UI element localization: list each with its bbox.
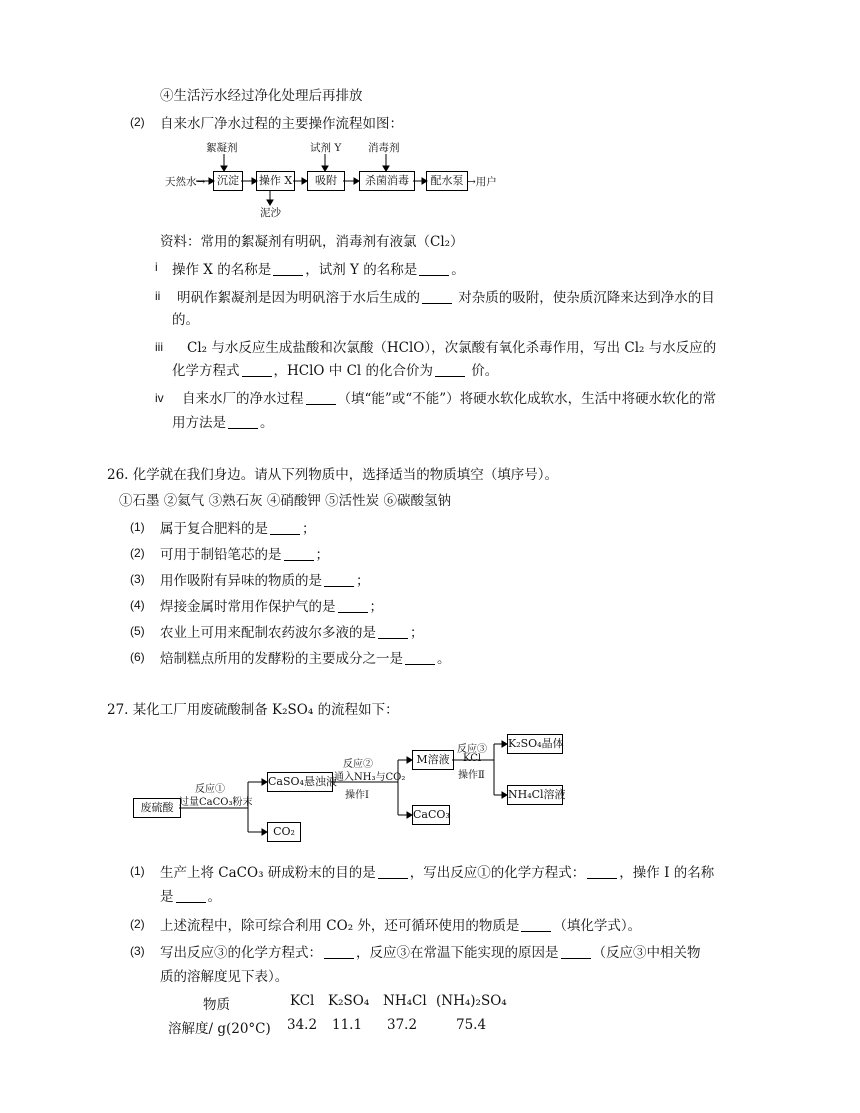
q27-part2: 上述流程中，除可综合利用 CO₂ 外，还可循环使用的物质是 （填化学式）。 bbox=[160, 918, 642, 934]
q26-title: 26. 化学就在我们身边。请从下列物质中，选择适当的物质填空（填序号）。 bbox=[107, 467, 559, 483]
q25-item-4: ④生活污水经过净化处理后再排放 bbox=[160, 88, 363, 104]
table-cell-nh42so4: 75.4 bbox=[456, 1017, 487, 1033]
flow-box-nh4cl-solution: NH₄Cl溶液 bbox=[507, 785, 563, 805]
q25-sub-iv-line1: 自来水厂的净水过程 （填“能”或“不能”）将硬水软化成软水，生活中将硬水软化的常 bbox=[182, 391, 717, 407]
flow-box-caso4-suspension: CaSO₄悬浊液 bbox=[267, 772, 333, 792]
table-cell-kcl: 34.2 bbox=[287, 1017, 318, 1033]
table-cell-nh4cl: 37.2 bbox=[387, 1017, 418, 1033]
q27-part3-line1: 写出反应③的化学方程式： ，反应③在常温下能实现的原因是 （反应③中相关物 bbox=[160, 945, 701, 961]
q26-item-4-number: (4) bbox=[130, 598, 145, 612]
q27-part1-line1: 生产上将 CaCO₃ 研成粉末的目的是 ，写出反应①的化学方程式： ，操作 Ⅰ 的名称 bbox=[160, 865, 715, 881]
q27-part2-number: (2) bbox=[130, 917, 145, 931]
q26-item-5-number: (5) bbox=[130, 624, 145, 638]
q26-item-6-number: (6) bbox=[130, 650, 145, 664]
flow-box-caco3: CaCO₃ bbox=[412, 805, 450, 825]
flow-bottom-silt: 泥沙 bbox=[260, 207, 281, 219]
table-header-nh42so4: (NH₄)₂SO₄ bbox=[436, 993, 507, 1009]
flow-box-pump: 配水泵 bbox=[426, 171, 468, 191]
table-header-substance: 物质 bbox=[203, 997, 230, 1013]
q25-sub-i: 操作 X 的名称是 ，试剂 Y 的名称是 。 bbox=[172, 262, 465, 278]
q26-item-2-number: (2) bbox=[130, 546, 145, 560]
flow-label-caco3-powder: 过量CaCO₃粉末 bbox=[179, 797, 253, 808]
flow-label-reaction1: 反应① bbox=[195, 784, 225, 795]
q26-item-3: 用作吸附有异味的物质的是 ； bbox=[160, 573, 370, 589]
flow-top-flocculant: 絮凝剂 bbox=[206, 142, 238, 154]
q27-part3-line2: 质的溶解度见下表）。 bbox=[160, 969, 289, 985]
flow-input-label: 天然水→ bbox=[165, 176, 206, 188]
flow-top-disinfectant: 消毒剂 bbox=[368, 142, 400, 154]
answer-blank[interactable] bbox=[324, 946, 354, 959]
q25-sub-iii-line2: 化学方程式 ，HClO 中 Cl 的化合价为 价。 bbox=[172, 363, 499, 379]
flow-box-m-solution: M溶液 bbox=[412, 750, 454, 770]
table-header-k2so4: K₂SO₄ bbox=[328, 993, 370, 1009]
q26-item-5: 农业上可用来配制农药波尔多液的是 ； bbox=[160, 625, 424, 641]
flow-output-label: →用户 bbox=[467, 176, 497, 188]
flow-label-kcl: KCl bbox=[463, 753, 482, 764]
flow-box-k2so4-crystal: K₂SO₄晶体 bbox=[507, 734, 563, 754]
table-header-kcl: KCl bbox=[290, 993, 315, 1009]
q26-item-2: 可用于制铅笔芯的是 ； bbox=[160, 547, 329, 563]
q27-part1-line2: 是 。 bbox=[160, 889, 221, 905]
q25-part2-number: (2) bbox=[130, 115, 145, 129]
answer-blank[interactable] bbox=[176, 890, 206, 903]
flow-label-nh3-co2: 通入NH₃与CO₂ bbox=[334, 772, 406, 783]
answer-blank[interactable] bbox=[561, 946, 591, 959]
table-header-nh4cl: NH₄Cl bbox=[383, 993, 427, 1009]
q25-sub-iii-line1: Cl₂ 与水反应生成盐酸和次氯酸（HClO），次氯酸有氧化杀毒作用，写出 Cl₂ 与水反应的 bbox=[187, 340, 717, 356]
q27-part1-number: (1) bbox=[130, 864, 145, 878]
flow-box-operation-x: 操作 X bbox=[256, 171, 295, 191]
flow-top-reagent-y: 试剂 Y bbox=[310, 142, 342, 154]
q26-item-1-number: (1) bbox=[130, 520, 145, 534]
flow-label-reaction2: 反应② bbox=[343, 759, 373, 770]
q25-sub-iii-number: iii bbox=[155, 340, 163, 354]
table-cell-k2so4: 11.1 bbox=[332, 1017, 363, 1033]
q25-sub-i-number: i bbox=[155, 260, 158, 274]
flow-box-adsorption: 吸附 bbox=[307, 171, 345, 191]
q26-options: ①石墨 ②氦气 ③熟石灰 ④硝酸钾 ⑤活性炭 ⑥碳酸氢钠 bbox=[119, 493, 451, 509]
flow-box-waste-acid: 废硫酸 bbox=[133, 798, 181, 818]
q25-sub-ii-line1: 明矾作絮凝剂是因为明矾溶于水后生成的 对杂质的吸附，使杂质沉降来达到净水的目 bbox=[177, 290, 715, 306]
flow-box-co2: CO₂ bbox=[267, 822, 301, 842]
flow-label-operation1: 操作Ⅰ bbox=[345, 790, 369, 801]
q26-item-6: 焙制糕点所用的发酵粉的主要成分之一是 。 bbox=[160, 651, 451, 667]
flow-box-sedimentation: 沉淀 bbox=[213, 171, 243, 191]
q25-sub-ii-line2: 的。 bbox=[172, 312, 199, 328]
flow-box-disinfection: 杀菌消毒 bbox=[359, 171, 415, 191]
flow-label-operation2: 操作Ⅱ bbox=[458, 770, 485, 781]
q27-part3-number: (3) bbox=[130, 944, 145, 958]
flow-label-reaction3: 反应③ bbox=[457, 744, 487, 755]
q26-item-1: 属于复合肥料的是 ； bbox=[160, 521, 316, 537]
q25-note: 资料：常用的絮凝剂有明矾，消毒剂有液氯（Cl₂） bbox=[160, 234, 464, 250]
q26-item-3-number: (3) bbox=[130, 572, 145, 586]
q25-sub-iv-line2: 用方法是 。 bbox=[172, 415, 274, 431]
answer-blank[interactable] bbox=[587, 866, 617, 879]
table-row-label: 溶解度/ g(20°C) bbox=[168, 1021, 271, 1037]
q25-part2-text: 自来水厂净水过程的主要操作流程如图： bbox=[160, 116, 403, 132]
q25-sub-ii-number: ii bbox=[155, 289, 161, 303]
q26-item-4: 焊接金属时常用作保护气的是 ； bbox=[160, 599, 383, 615]
answer-blank[interactable] bbox=[521, 919, 551, 932]
answer-blank[interactable] bbox=[378, 866, 408, 879]
q27-title: 27. 某化工厂用废硫酸制备 K₂SO₄ 的流程如下： bbox=[107, 702, 399, 718]
q25-sub-iv-number: iv bbox=[155, 391, 164, 405]
